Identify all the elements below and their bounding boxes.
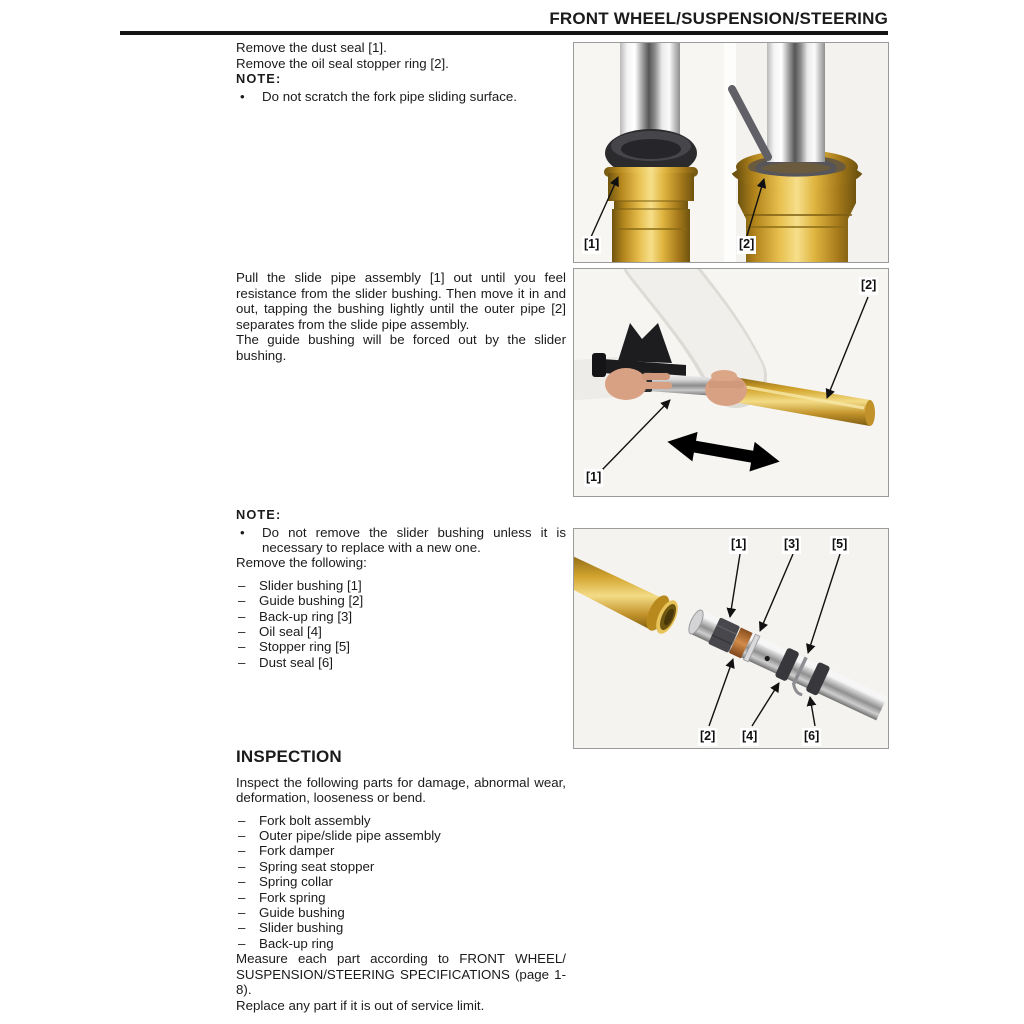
finger [642,382,672,389]
list-item-label: Back-up ring [259,935,334,951]
tool-knob [592,353,606,377]
list-item-label: Slider bushing [259,920,344,936]
outer-pipe-end [865,400,875,426]
dash-marker: – [238,843,246,859]
dash-marker: – [238,920,246,936]
replace-instruction: Replace any part if it is out of service limit. [236,997,485,1013]
figure-exploded-seals [573,528,889,749]
figure-label-dust-seal: [1] [582,236,601,254]
note-item [236,89,566,104]
removal-step-1 [236,40,566,104]
list-item-fork-damper [236,843,566,858]
removal-parts-list [236,578,566,670]
note-item [236,525,566,556]
page-title: FRONT WHEEL/SUSPENSION/STEERING [549,9,888,28]
bullet-marker: • [240,524,245,540]
list-item-outer-pipe [236,828,566,843]
figure-label-outer-pipe: [2] [859,277,878,295]
remove-following-intro: Remove the following: [236,555,367,571]
finger [642,373,670,380]
outer-pipe-groove [614,201,688,209]
list-item-label: Guide bushing [2] [259,593,364,609]
list-item-dust-seal [236,655,566,670]
list-item-label: Spring collar [259,874,333,890]
dash-marker: – [238,858,246,874]
dash-marker: – [238,904,246,920]
figure-label-slider-bushing: [1] [729,536,748,554]
figure-label-guide-bushing: [2] [698,728,717,746]
figure-label-stopper-ring: [5] [830,536,849,554]
removal-step-2 [236,270,566,363]
list-item-label: Spring seat stopper [259,858,375,874]
figure-label-backup-ring: [3] [782,536,801,554]
inspection-section [236,749,566,1013]
list-item-label: Guide bushing [259,904,345,920]
dash-marker: – [238,639,246,655]
thumb [711,370,737,382]
removal-step-3 [236,507,566,670]
instruction-remove-stopper-ring: Remove the oil seal stopper ring [2]. [236,55,449,71]
list-item-guide-bushing [236,593,566,608]
finger [708,390,746,397]
note-text: Do not scratch the fork pipe sliding surface. [262,88,517,104]
outer-pipe-body [612,209,690,262]
figure-seal-removal [573,42,889,263]
list-item-fork-bolt [236,813,566,828]
instruction-remove-dust-seal: Remove the dust seal [1]. [236,40,387,55]
dash-marker: – [238,577,246,593]
figure-label-oil-seal: [4] [740,728,759,746]
outer-pipe-collar [608,173,694,201]
instruction-pull-slide-pipe: Pull the slide pipe assembly [1] out until you feel resistance from the slider bushing. Then move it in and out, tapping the bushing lightly until the outer pipe [2] separates from the slide pipe assembly. [236,270,566,332]
palm [605,368,647,400]
bullet-marker: • [240,88,245,104]
list-item-label: Slider bushing [1] [259,577,362,593]
list-item-guide-bushing [236,905,566,920]
dash-marker: – [238,654,246,670]
note-text: Do not remove the slider bushing unless it is necessary to replace with a new one. [262,524,566,555]
figure-label-dust-seal: [6] [802,728,821,746]
list-item-label: Outer pipe/slide pipe assembly [259,827,441,843]
figure-label-slide-pipe: [1] [584,469,603,487]
dash-marker: – [238,874,246,890]
dash-marker: – [238,608,246,624]
list-item-spring-collar [236,874,566,889]
figure-pull-art [574,269,888,496]
measure-instruction: Measure each part according to FRONT WHEEL/ SUSPENSION/STEERING SPECIFICATIONS (page 1-8). [236,951,566,998]
list-item-backup-ring [236,936,566,951]
list-item-stopper-ring [236,639,566,654]
inspection-heading: INSPECTION [236,747,342,766]
figure-exploded-art [574,529,888,748]
list-item-label: Fork spring [259,889,326,905]
list-item-label: Fork bolt assembly [259,812,371,828]
note-label: NOTE: [236,71,282,86]
header-rule [120,31,888,35]
list-item-oil-seal [236,624,566,639]
list-item-slider-bushing [236,578,566,593]
list-item-label: Back-up ring [3] [259,608,353,624]
fork-pipe [767,43,825,162]
figure-label-stopper-ring: [2] [737,236,756,254]
list-item-label: Stopper ring [5] [259,639,350,655]
figure-seal-removal-art [574,43,888,262]
dash-marker: – [238,812,246,828]
list-item-label: Dust seal [6] [259,654,333,670]
list-item-label: Fork damper [259,843,335,859]
list-item-fork-spring [236,890,566,905]
dash-marker: – [238,624,246,640]
dash-marker: – [238,935,246,951]
instruction-guide-bushing: The guide bushing will be forced out by the slider bushing. [236,332,566,363]
list-item-label: Oil seal [4] [259,624,322,640]
dash-marker: – [238,889,246,905]
photo-gap [724,43,736,262]
list-item-backup-ring [236,609,566,624]
finger [708,381,744,388]
dust-seal-bore [621,139,681,159]
inspection-intro: Inspect the following parts for damage, abnormal wear, deformation, looseness or bend. [236,774,566,805]
list-item-spring-seat-stopper [236,859,566,874]
dash-marker: – [238,827,246,843]
list-item-slider-bushing [236,920,566,935]
figure-pull-slide-pipe [573,268,889,497]
inspection-parts-list [236,813,566,952]
dash-marker: – [238,593,246,609]
note-label: NOTE: [236,507,282,522]
fork-pipe [620,43,680,143]
